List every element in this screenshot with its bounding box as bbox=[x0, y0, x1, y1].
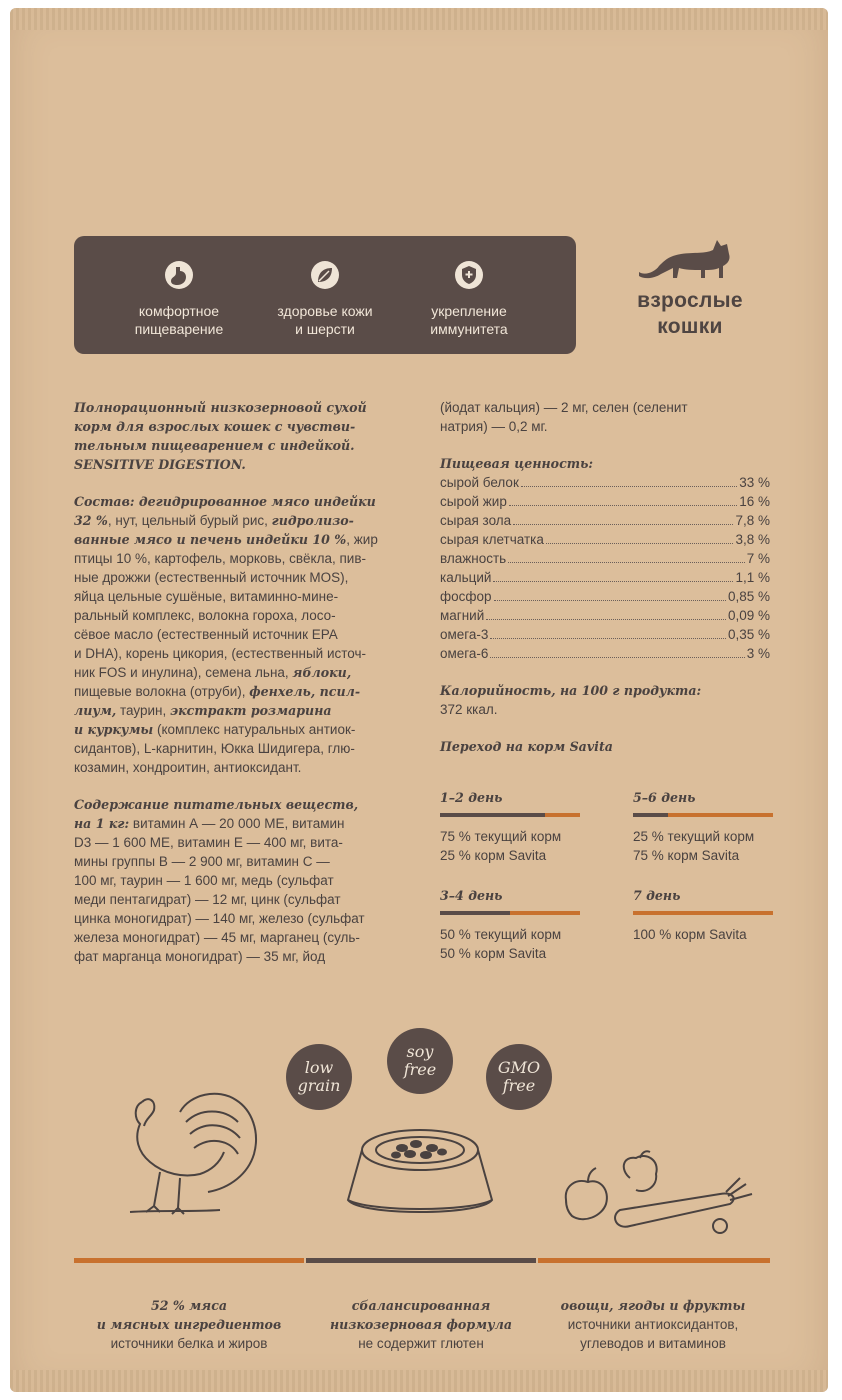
nutrition-table: Пищевая ценность: сырой белок 33 % сырой жир 16 % сырая зола 7,8 % сырая клетчатка 3,8 % влажность 7 % кальций 1,1 % фосфор 0,85 % магний 0,09 % омега-3 0,35 % омега-6 3 % bbox=[440, 456, 770, 661]
nutrition-value: 7 % bbox=[746, 551, 770, 566]
transition-step: 5–6 день 25 % текущий корм 75 % корм Savita bbox=[633, 790, 773, 865]
nutrition-row bbox=[440, 568, 770, 587]
nutrition-value: 16 % bbox=[739, 494, 770, 509]
gmo-free-badge: GMO free bbox=[486, 1044, 552, 1110]
nutrition-row bbox=[440, 625, 770, 644]
leader-dots bbox=[493, 581, 733, 582]
nutrition-row bbox=[440, 511, 770, 530]
nutrition-row bbox=[440, 473, 770, 492]
nutrition-name: сырой жир bbox=[440, 494, 507, 509]
transition-title: Переход на корм Savita bbox=[440, 739, 613, 754]
nutrition-name: кальций bbox=[440, 570, 492, 585]
transition-step: 1–2 день 75 % текущий корм 25 % корм Savita bbox=[440, 790, 580, 865]
nutrition-row bbox=[440, 606, 770, 625]
transition-step: 7 день 100 % корм Savita bbox=[633, 888, 773, 944]
audience-block: взрослые кошки bbox=[620, 232, 760, 340]
nutrition-name: сырая клетчатка bbox=[440, 532, 544, 547]
transition-bar bbox=[440, 813, 580, 817]
nutrition-name: фосфор bbox=[440, 589, 492, 604]
nutrient-continued: (йодат кальция) — 2 мг, селен (селенит натрия) — 0,2 мг. bbox=[440, 400, 688, 434]
nutrition-value: 1,1 % bbox=[735, 570, 770, 585]
nutrition-row bbox=[440, 492, 770, 511]
nutrition-row bbox=[440, 644, 770, 663]
transition-bar bbox=[440, 911, 580, 915]
nutrition-row bbox=[440, 587, 770, 606]
leaf-icon bbox=[310, 260, 340, 290]
leader-dots bbox=[490, 638, 726, 639]
nutrition-value: 0,35 % bbox=[727, 627, 770, 642]
transition-bar bbox=[633, 911, 773, 915]
transition-step: 3–4 день 50 % текущий корм 50 % корм Savita bbox=[440, 888, 580, 963]
leader-dots bbox=[508, 562, 745, 563]
footer-stripe bbox=[74, 1258, 304, 1263]
footer-formula: сбалансированная низкозерновая формула не содержит глютен bbox=[329, 1298, 513, 1351]
nutrition-name: омега-6 bbox=[440, 646, 489, 661]
nutrition-value: 0,09 % bbox=[727, 608, 770, 623]
leader-dots bbox=[486, 619, 726, 620]
leader-dots bbox=[509, 505, 737, 506]
nutrition-name: сырой белок bbox=[440, 475, 519, 490]
nutrient-content: Содержание питательных веществ, на 1 кг: витамин А — 20 000 МЕ, витамин D3 — 1 600 МЕ, витамин Е — 400 мг, вита- мины группы В — 2 900 мг, витамин С — 100 мг, таурин — 1 600 мг, медь (сульфат меди пентагидрат) — 12 мг, цинк (сульфат цинка моногидрат) — 140 мг, железо (сульфат железа моногидрат) — 45 мг, марганец (суль- фат марганца моногидрат) — 35 мг, йод bbox=[74, 797, 365, 964]
nutrition-name: сырая зола bbox=[440, 513, 512, 528]
nutrition-value: 33 % bbox=[739, 475, 770, 490]
stomach-icon bbox=[164, 260, 194, 290]
intro: Полнорационный низкозерновой сухой корм для взрослых кошек с чувстви- тельным пищеварением с индейкой. SENSITIVE DIGESTION. bbox=[74, 400, 367, 472]
nutrition-value: 3 % bbox=[746, 646, 770, 661]
fruits-vegetables-illustration bbox=[560, 1150, 760, 1240]
low-grain-badge: low grain bbox=[286, 1044, 352, 1110]
leader-dots bbox=[546, 543, 734, 544]
turkey-illustration bbox=[120, 1082, 270, 1232]
leader-dots bbox=[494, 600, 726, 601]
feature-immunity: укрепление иммунитета bbox=[394, 250, 544, 338]
left-column bbox=[74, 398, 406, 984]
leader-dots bbox=[513, 524, 733, 525]
composition: Состав: дегидрированное мясо индейки 32 %, нут, цельный бурый рис, гидролизо- ванные мясо и печень индейки 10 %, жир птицы 10 %, картофель, морковь, свёкла, пив- ные дрожжи (естественный источник MOS), яйца цельные сушёные, витаминно-мине- ральный комплекс, волокна гороха, лосо- сёвое масло (естественный источник EPA и DHA), корень цикория, (естественный источ- ник FOS и инулина), семена льна, яблоки, пищевые волокна (отруби), фенхель, псил- лиум, таурин, экстракт розмарина и куркумы (комплекс натуральных антиок- сидантов), L-карнитин, Юкка Шидигера, глю- козамин, хондроитин, антиоксидант. bbox=[74, 494, 378, 775]
right-column bbox=[440, 398, 770, 756]
cat-icon bbox=[635, 232, 745, 282]
shield-icon bbox=[454, 260, 484, 290]
bowl-illustration bbox=[340, 1120, 500, 1230]
top-seal bbox=[10, 8, 828, 30]
nutrition-value: 3,8 % bbox=[735, 532, 770, 547]
nutrition-name: влажность bbox=[440, 551, 507, 566]
calories: Калорийность, на 100 г продукта: 372 ккал. bbox=[440, 683, 702, 717]
nutrition-value: 0,85 % bbox=[727, 589, 770, 604]
leader-dots bbox=[490, 657, 744, 658]
nutrition-row bbox=[440, 549, 770, 568]
feature-band bbox=[74, 236, 576, 354]
nutrition-row bbox=[440, 530, 770, 549]
footer-stripe bbox=[538, 1258, 770, 1263]
leader-dots bbox=[521, 486, 737, 487]
nutrition-name: омега-3 bbox=[440, 627, 489, 642]
footer-fruits: овощи, ягоды и фрукты источники антиоксидантов, углеводов и витаминов bbox=[560, 1298, 746, 1351]
footer-stripe bbox=[306, 1258, 536, 1263]
footer-meat: 52 % мяса и мясных ингредиентов источники белка и жиров bbox=[96, 1298, 282, 1351]
transition-bar bbox=[633, 813, 773, 817]
feature-skin: здоровье кожи и шерсти bbox=[250, 250, 400, 338]
nutrition-value: 7,8 % bbox=[735, 513, 770, 528]
bottom-seal bbox=[10, 1370, 828, 1392]
soy-free-badge: soy free bbox=[387, 1028, 453, 1094]
nutrition-name: магний bbox=[440, 608, 485, 623]
feature-digestion: комфортное пищеварение bbox=[104, 250, 254, 338]
